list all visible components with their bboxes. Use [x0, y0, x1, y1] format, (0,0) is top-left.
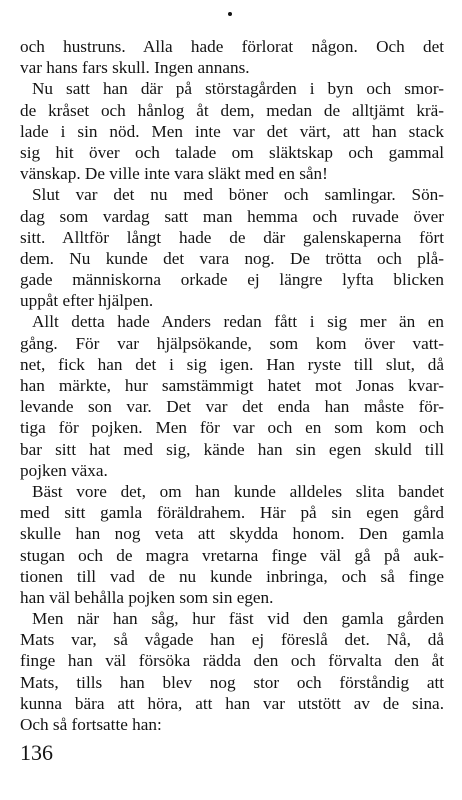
text-line: uppåt efter hjälpen. [20, 291, 154, 311]
text-line: Mats, tills han blev nog stor och förståndig att [20, 672, 444, 692]
text-line: tionen till vad de nu kunde inbringa, och så finge [20, 566, 444, 586]
text-line: levande son var. Det var det enda han måste för- [20, 397, 444, 417]
text-line: pojken växa. [20, 460, 108, 480]
text-line: net, fick han det i sig igen. Han ryste till slut, då [20, 354, 444, 374]
text-line: lade i sin nöd. Men inte var det värt, att han stack [20, 121, 444, 141]
text-line: dem. Nu kunde det vara nog. De trötta och plå- [20, 248, 444, 268]
text-line: med sitt gamla föräldrahem. Här på sin egen gård [20, 503, 444, 523]
text-line: Och så fortsatte han: [20, 715, 162, 734]
text-line: vänskap. De ville inte vara släkt med en sån! [20, 164, 328, 184]
text-line: sitt. Alltför långt hade de där galenskaperna fört [20, 227, 444, 247]
text-line: han märkte, hur samstämmigt hatet mot Jonas kvar- [20, 376, 444, 395]
text-line: Mats var, så vågade han ej föreslå det. Nå, då [20, 630, 444, 650]
text-line: var hans fars skull. Ingen annans. [20, 58, 250, 78]
text-line: skulle han nog veta att skydda honom. Den gamla [20, 524, 444, 544]
body-text [20, 36, 444, 735]
page-number: 136 [20, 740, 53, 765]
text-line: kunna bära att höra, att han var utstött av de sina. [20, 693, 444, 713]
text-line: dag som vardag satt man hemma och ruvade över [20, 206, 444, 226]
text-line: gade människorna orkade ej längre lyfta blicken [20, 270, 444, 290]
text-line: Allt detta hade Anders redan fått i sig mer än en [32, 312, 444, 332]
text-line: stugan och de magra vretarna finge väl gå på auk- [20, 545, 444, 565]
text-line: sig hit över och talade om släktskap och gammal [20, 142, 444, 162]
text-line: finge han väl försöka rädda den och förvalta den åt [20, 651, 444, 671]
text-line: de kråset och hånlog åt dem, medan de alltjämt krä- [20, 100, 444, 120]
text-line: gång. För var hjälpsökande, som kom över vatt- [20, 333, 444, 353]
text-line: Nu satt han där på störstagården i byn och smor- [32, 79, 444, 99]
text-line: Slut var det nu med böner och samlingar. Sön- [32, 185, 444, 205]
text-line: han väl behålla pojken som sin egen. [20, 587, 274, 607]
text-line: Bäst vore det, om han kunde alldeles slita bandet [32, 481, 444, 501]
text-line: Men när han såg, hur fäst vid den gamla gården [32, 609, 444, 629]
text-line: bar sitt hat med sig, kände han sin egen skuld till [20, 439, 444, 459]
printer-mark [228, 12, 232, 16]
text-line: och hustruns. Alla hade förlorat någon. Och det [20, 37, 444, 56]
text-line: tiga för pojken. Men för var och en som kom och [20, 418, 444, 438]
